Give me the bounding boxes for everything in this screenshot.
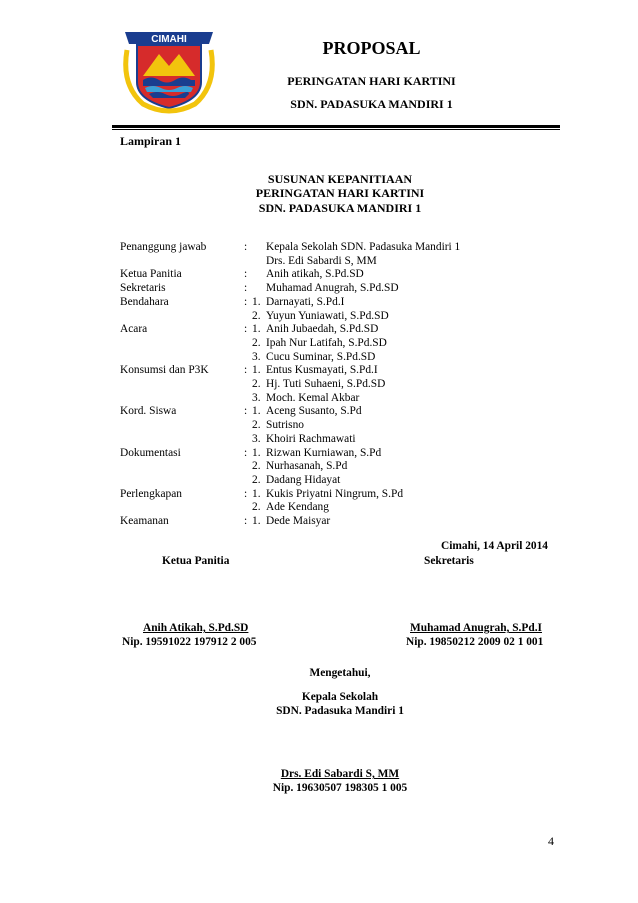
- svg-text:CIMAHI: CIMAHI: [151, 34, 187, 45]
- committee-number: 2.: [252, 460, 261, 473]
- header-divider-thick: [112, 125, 560, 128]
- committee-colon: :: [244, 446, 248, 459]
- headmaster-title: Kepala Sekolah: [301, 691, 379, 703]
- committee-number: 2.: [252, 309, 261, 322]
- committee-role: Acara: [120, 323, 148, 336]
- committee-member: Kukis Priyatni Ningrum, S.Pd: [266, 487, 404, 500]
- committee-role: Bendahara: [120, 295, 169, 308]
- committee-member: Kepala Sekolah SDN. Padasuka Mandiri 1: [266, 241, 461, 253]
- committee-member: Moch. Kemal Akbar: [266, 391, 360, 404]
- committee-colon: :: [244, 515, 248, 527]
- committee-number: 1.: [252, 323, 261, 336]
- headmaster-name: Drs. Edi Sabardi S, MM: [280, 768, 400, 780]
- section-heading-line3: SDN. PADASUKA MANDIRI 1: [258, 201, 422, 215]
- committee-role: Ketua Panitia: [120, 268, 182, 281]
- section-heading-line2: PERINGATAN HARI KARTINI: [255, 186, 425, 200]
- headmaster-nip: Nip. 19630507 198305 1 005: [272, 782, 408, 794]
- committee-member: Rizwan Kurniawan, S.Pd: [266, 446, 382, 459]
- committee-member: Sutrisno: [266, 419, 304, 432]
- committee-member: Aceng Susanto, S.Pd: [266, 405, 362, 418]
- committee-member: Yuyun Yuniawati, S.Pd.SD: [266, 309, 389, 322]
- committee-colon: :: [244, 323, 248, 336]
- committee-colon: :: [244, 405, 248, 418]
- committee-number: 2.: [252, 378, 261, 390]
- committee-member: Entus Kusmayati, S.Pd.I: [266, 364, 378, 377]
- secretary-title: Sekretaris: [424, 555, 474, 567]
- section-heading-line1: SUSUNAN KEPANITIAAN: [267, 172, 413, 186]
- committee-colon: :: [244, 487, 248, 500]
- document-subtitle-event: PERINGATAN HARI KARTINI: [287, 74, 456, 88]
- committee-member: Anih atikah, S.Pd.SD: [266, 268, 364, 281]
- committee-member: Nurhasanah, S.Pd: [266, 460, 348, 473]
- committee-number: 2.: [252, 419, 261, 432]
- committee-number: 1.: [252, 364, 261, 377]
- chair-title: Ketua Panitia: [162, 555, 230, 567]
- document-subtitle-school: SDN. PADASUKA MANDIRI 1: [290, 97, 453, 111]
- committee-member: Dadang Hidayat: [266, 473, 341, 486]
- committee-role: Perlengkapan: [120, 487, 182, 500]
- headmaster-name-wrap: [220, 768, 460, 780]
- committee-number: 1.: [252, 515, 261, 527]
- committee-member: Ade Kendang: [266, 501, 329, 514]
- committee-colon: :: [244, 241, 248, 253]
- committee-member: Hj. Tuti Suhaeni, S.Pd.SD: [266, 378, 386, 390]
- secretary-name: Muhamad Anugrah, S.Pd.I: [410, 622, 542, 634]
- committee-role: Kord. Siswa: [120, 405, 177, 418]
- committee-role: Keamanan: [120, 515, 169, 527]
- committee-member: Khoiri Rachmawati: [266, 432, 356, 445]
- headmaster-school: SDN. Padasuka Mandiri 1: [276, 705, 404, 717]
- committee-member: Drs. Edi Sabardi S, MM: [266, 254, 377, 267]
- committee-number: 1.: [252, 295, 261, 308]
- committee-colon: :: [244, 295, 248, 308]
- header-divider-thin: [112, 129, 560, 130]
- document-title: PROPOSAL: [322, 38, 421, 58]
- committee-number: 2.: [252, 473, 261, 486]
- cimahi-crest-logo: [117, 30, 221, 114]
- committee-number: 1.: [252, 487, 261, 500]
- page-number: 4: [548, 834, 554, 848]
- committee-colon: :: [244, 282, 248, 295]
- committee-colon: :: [244, 364, 248, 377]
- committee-number: 3.: [252, 432, 261, 445]
- committee-member: Muhamad Anugrah, S.Pd.SD: [266, 282, 399, 295]
- committee-role: Sekretaris: [120, 282, 166, 295]
- committee-member: Darnayati, S.Pd.I: [266, 295, 345, 308]
- committee-number: 3.: [252, 391, 261, 404]
- committee-role: Dokumentasi: [120, 446, 181, 459]
- committee-role: Konsumsi dan P3K: [120, 364, 209, 377]
- committee-number: 2.: [252, 336, 261, 349]
- committee-role: Penanggung jawab: [120, 241, 207, 253]
- committee-member: Cucu Suminar, S.Pd.SD: [266, 350, 376, 363]
- committee-member: Anih Jubaedah, S.Pd.SD: [266, 323, 379, 336]
- place-date: Cimahi, 14 April 2014: [441, 540, 548, 552]
- committee-member: Dede Maisyar: [266, 515, 331, 527]
- acknowledge-label: Mengetahui,: [309, 667, 371, 679]
- committee-member: Ipah Nur Latifah, S.Pd.SD: [266, 336, 387, 349]
- secretary-nip: Nip. 19850212 2009 02 1 001: [406, 636, 544, 648]
- committee-number: 3.: [252, 350, 261, 363]
- chair-name: Anih Atikah, S.Pd.SD: [143, 622, 249, 634]
- attachment-label: Lampiran 1: [120, 134, 182, 148]
- chair-nip: Nip. 19591022 197912 2 005: [122, 636, 257, 648]
- committee-number: 2.: [252, 501, 261, 514]
- committee-number: 1.: [252, 446, 261, 459]
- committee-colon: :: [244, 268, 248, 281]
- committee-number: 1.: [252, 405, 261, 418]
